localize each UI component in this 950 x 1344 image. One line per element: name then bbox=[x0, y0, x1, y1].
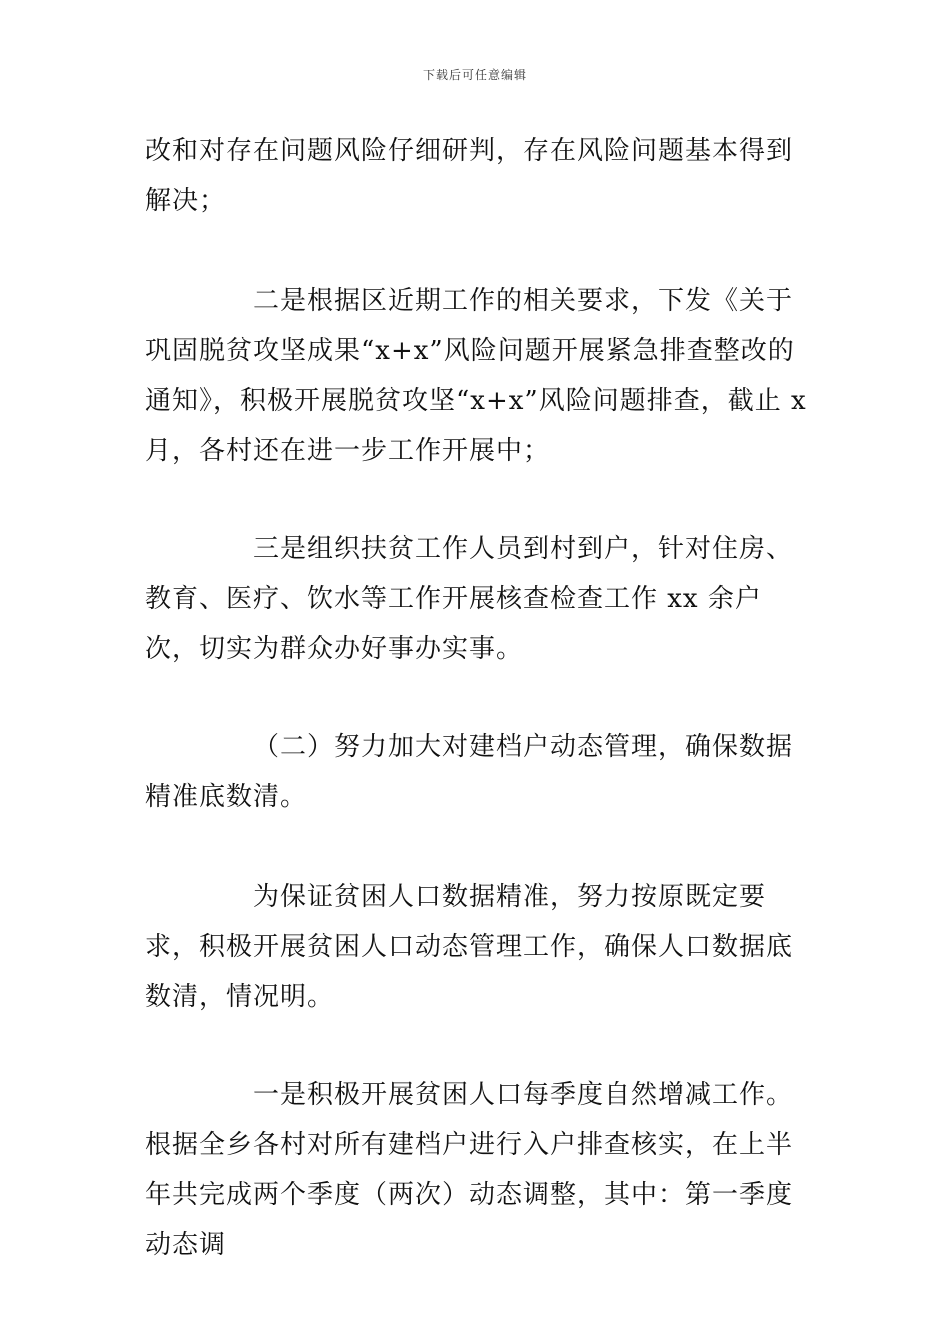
paragraph-intro: 为保证贫困人口数据精准，努力按原既定要求，积极开展贫困人口动态管理工作，确保人口数据底数清，情况明。 bbox=[145, 882, 794, 1012]
page-header: 下载后可任意编辑 bbox=[422, 68, 527, 82]
section-heading: （二）努力加大对建档户动态管理，确保数据精准底数清。 bbox=[145, 732, 794, 812]
paragraph-item-two: 二是根据区近期工作的相关要求，下发《关于巩固脱贫攻坚成果“x+x”风险问题开展紧急排查整改的通知》，积极开展脱贫攻坚“x+x”风险问题排查，截止 x 月，各村还在进一步工作开展中； bbox=[145, 286, 807, 466]
paragraph-continuation: 改和对存在问题风险仔细研判，存在风险问题基本得到解决； bbox=[145, 136, 794, 216]
paragraph-item-three: 三是组织扶贫工作人员到村到户，针对住房、教育、医疗、饮水等工作开展核查检查工作 xx 余户次，切实为群众办好事办实事。 bbox=[145, 534, 794, 664]
paragraph-item-one: 一是积极开展贫困人口每季度自然增减工作。根据全乡各村对所有建档户进行入户排查核实，在上半年共完成两个季度（两次）动态调整，其中：第一季度动态调 bbox=[145, 1080, 794, 1260]
